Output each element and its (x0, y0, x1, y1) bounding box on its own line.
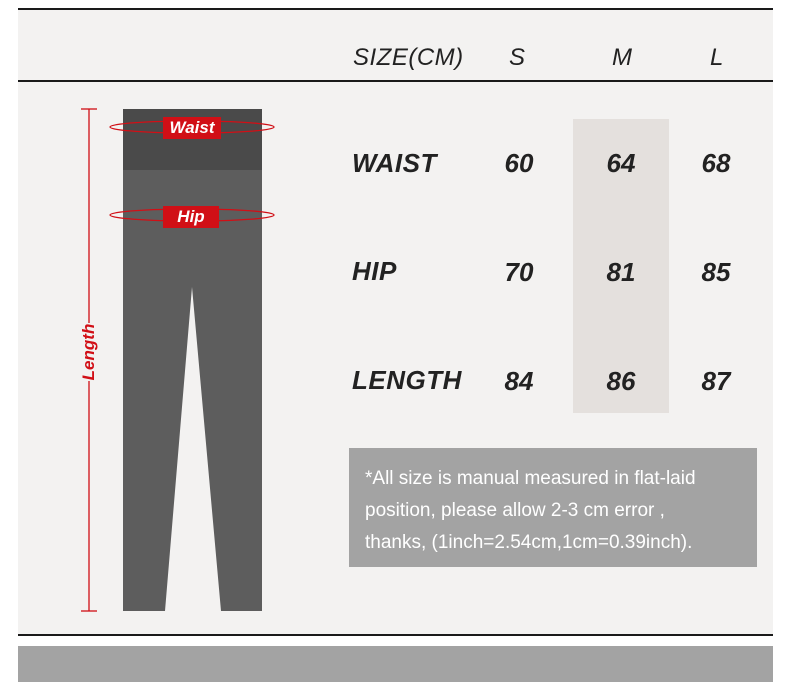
row-label-hip: HIP (352, 256, 397, 286)
cell-length-l: 87 (701, 366, 731, 396)
cell-waist-l: 68 (701, 148, 731, 178)
note-line-3: thanks, (1inch=2.54cm,1cm=0.39inch). (365, 532, 693, 553)
cell-hip-m: 81 (606, 257, 636, 287)
size-header-m: M (612, 44, 633, 71)
cell-waist-m: 64 (606, 148, 636, 178)
row-label-length: LENGTH (352, 365, 462, 395)
measurement-note (349, 448, 757, 567)
length-label: Length (79, 323, 98, 381)
cell-length-m: 86 (606, 366, 636, 396)
leggings-body-shape (123, 170, 262, 611)
cell-hip-s: 70 (504, 257, 534, 287)
row-label-waist: WAIST (352, 148, 437, 178)
hip-label: Hip (163, 206, 219, 228)
cell-waist-s: 60 (504, 148, 534, 178)
note-line-2: position, please allow 2-3 cm error , (365, 500, 665, 521)
cell-length-s: 84 (504, 366, 534, 396)
size-header-s: S (509, 44, 526, 71)
waist-label: Waist (163, 117, 221, 139)
note-line-1: *All size is manual measured in flat-laid (365, 468, 696, 489)
cell-hip-l: 85 (701, 257, 731, 287)
size-header-l: L (710, 44, 724, 71)
size-header-label: SIZE(CM) (353, 44, 464, 71)
